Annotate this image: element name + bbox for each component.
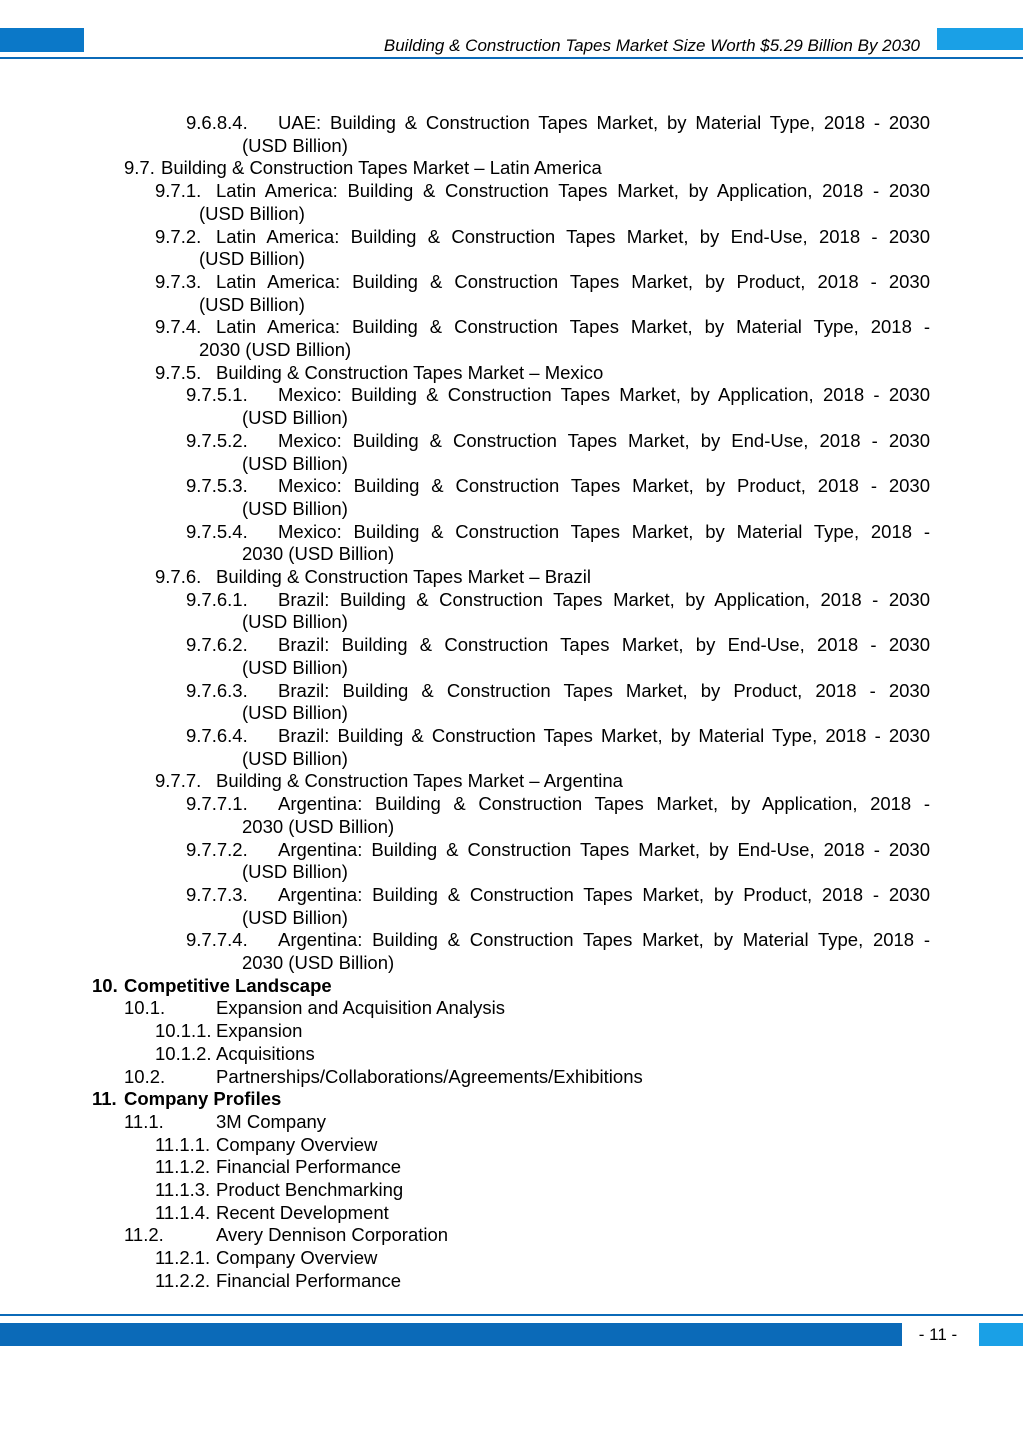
toc-entry-continuation: (USD Billion) <box>242 611 348 633</box>
toc-entry-title: Argentina: Building & Construction Tapes Market, by End-Use, 2018 - 2030 <box>278 838 930 860</box>
toc-entry-number: 10.1. <box>124 997 166 1019</box>
toc-entry <box>0 589 1023 634</box>
toc-entry <box>0 521 1023 566</box>
toc-entry-title: Partnerships/Collaborations/Agreements/Exhibitions <box>216 1065 643 1087</box>
toc-entry <box>0 112 1023 157</box>
toc-entry-title: Product Benchmarking <box>216 1179 404 1201</box>
toc-entry-title: Argentina: Building & Construction Tapes Market, by Product, 2018 - 2030 <box>278 883 930 905</box>
toc-entry <box>0 634 1023 679</box>
toc-entry-title: Expansion <box>216 1020 303 1042</box>
toc-entry-continuation: (USD Billion) <box>199 293 305 315</box>
toc-entry-title: Building & Construction Tapes Market – Latin America <box>161 157 602 179</box>
toc-entry-title: Latin America: Building & Construction Tapes Market, by Product, 2018 - 2030 <box>216 270 930 292</box>
toc-entry-continuation: 2030 (USD Billion) <box>242 952 395 974</box>
toc-entry-number: 9.7.5. <box>155 361 202 383</box>
toc-entry-number: 9.7.1. <box>155 180 202 202</box>
toc-entry-continuation: 2030 (USD Billion) <box>242 815 395 837</box>
toc-entry-title: Financial Performance <box>216 1156 402 1178</box>
toc-entry-title: Building & Construction Tapes Market – Mexico <box>216 361 604 383</box>
toc-entry-continuation: (USD Billion) <box>242 407 348 429</box>
toc-entry-continuation: 2030 (USD Billion) <box>199 339 352 361</box>
toc-entry-title: Mexico: Building & Construction Tapes Market, by Product, 2018 - 2030 <box>278 475 930 497</box>
toc-entry-title: Brazil: Building & Construction Tapes Market, by Material Type, 2018 - 2030 <box>278 724 930 746</box>
toc-entry-title: Company Overview <box>216 1133 378 1155</box>
toc-entry-title: Competitive Landscape <box>124 974 332 996</box>
toc-entry-continuation: (USD Billion) <box>242 861 348 883</box>
page-number: - 11 - <box>918 1325 958 1344</box>
toc-entry-continuation: (USD Billion) <box>199 202 305 224</box>
toc-entry-title: Latin America: Building & Construction Tapes Market, by Material Type, 2018 - <box>216 316 930 338</box>
toc-entry-title: Argentina: Building & Construction Tapes Market, by Material Type, 2018 - <box>278 929 930 951</box>
toc-entry-number: 10.2. <box>124 1065 166 1087</box>
toc-entry-title: UAE: Building & Construction Tapes Market, by Material Type, 2018 - 2030 <box>278 112 930 133</box>
toc-entry-number: 11.1. <box>124 1110 164 1132</box>
toc-entry <box>0 430 1023 475</box>
toc-entry-number: 9.7.6.1. <box>186 588 248 610</box>
toc-entry <box>0 1111 1023 1134</box>
toc-entry-number: 9.7.7.4. <box>186 929 248 951</box>
toc-entry <box>0 1088 1023 1111</box>
header-title: Building & Construction Tapes Market Size Worth $5.29 Billion By 2030 <box>383 36 920 55</box>
toc-entry-number: 9.7.5.3. <box>186 475 248 497</box>
toc-entry-number: 10. <box>92 974 118 996</box>
toc-entry-number: 9.7. <box>124 157 155 179</box>
toc-entry-title: Brazil: Building & Construction Tapes Market, by Product, 2018 - 2030 <box>278 679 930 701</box>
toc-entry <box>0 1179 1023 1202</box>
toc-entry <box>0 271 1023 316</box>
toc-entry-number: 9.7.5.1. <box>186 384 248 406</box>
toc-entry-title: Financial Performance <box>216 1269 402 1291</box>
toc-entry <box>0 384 1023 429</box>
toc-entry-title: 3M Company <box>216 1110 327 1132</box>
toc-entry-title: Acquisitions <box>216 1042 315 1064</box>
toc-entry-number: 9.7.2. <box>155 225 202 247</box>
toc-entry-number: 9.6.8.4. <box>186 112 248 133</box>
toc-entry-continuation: (USD Billion) <box>242 656 348 678</box>
toc-entry-title: Latin America: Building & Construction Tapes Market, by End-Use, 2018 - 2030 <box>216 225 930 247</box>
toc-entry-number: 9.7.5.2. <box>186 429 248 451</box>
toc-entry <box>0 793 1023 838</box>
toc-entry-continuation: (USD Billion) <box>242 747 348 769</box>
toc-entry-number: 11.2. <box>124 1224 164 1246</box>
toc-entry-continuation: (USD Billion) <box>242 497 348 519</box>
toc-entry-continuation: (USD Billion) <box>199 248 305 270</box>
toc-entry-number: 10.1.1. <box>155 1020 212 1042</box>
toc-entry-continuation: (USD Billion) <box>242 134 348 156</box>
toc-entry <box>0 839 1023 884</box>
toc-entry <box>0 180 1023 225</box>
table-of-contents <box>0 112 1023 1293</box>
toc-entry-title: Brazil: Building & Construction Tapes Market, by Application, 2018 - 2030 <box>278 588 930 610</box>
toc-entry <box>0 1134 1023 1157</box>
toc-entry-number: 9.7.7.1. <box>186 793 248 815</box>
toc-entry <box>0 1202 1023 1225</box>
toc-entry <box>0 770 1023 793</box>
toc-entry-continuation: (USD Billion) <box>242 702 348 724</box>
toc-entry-number: 9.7.7.3. <box>186 883 248 905</box>
toc-entry-title: Company Profiles <box>124 1088 282 1110</box>
toc-entry <box>0 997 1023 1020</box>
toc-entry-title: Avery Dennison Corporation <box>216 1224 449 1246</box>
toc-entry-title: Expansion and Acquisition Analysis <box>216 997 505 1019</box>
toc-entry-title: Building & Construction Tapes Market – Argentina <box>216 770 623 792</box>
toc-entry-number: 11.1.4. <box>155 1201 211 1223</box>
toc-entry <box>0 1043 1023 1066</box>
toc-entry <box>0 1224 1023 1247</box>
toc-entry <box>0 725 1023 770</box>
toc-entry <box>0 680 1023 725</box>
toc-entry-title: Mexico: Building & Construction Tapes Market, by Application, 2018 - 2030 <box>278 384 930 406</box>
toc-entry <box>0 975 1023 998</box>
toc-entry <box>0 316 1023 361</box>
header-accent-block-right <box>937 28 1023 50</box>
toc-entry-number: 9.7.6.4. <box>186 724 248 746</box>
toc-entry-number: 9.7.3. <box>155 270 202 292</box>
toc-entry-number: 11.2.2. <box>155 1269 211 1291</box>
toc-entry <box>0 1156 1023 1179</box>
toc-entry <box>0 157 1023 180</box>
toc-entry-title: Brazil: Building & Construction Tapes Market, by End-Use, 2018 - 2030 <box>278 634 930 656</box>
toc-entry-number: 9.7.5.4. <box>186 520 248 542</box>
toc-entry-number: 9.7.6. <box>155 566 202 588</box>
toc-entry-title: Argentina: Building & Construction Tapes Market, by Application, 2018 - <box>278 793 930 815</box>
toc-entry-number: 9.7.4. <box>155 316 202 338</box>
toc-entry-continuation: (USD Billion) <box>242 906 348 928</box>
toc-entry-number: 11. <box>92 1088 117 1110</box>
toc-entry-title: Mexico: Building & Construction Tapes Market, by End-Use, 2018 - 2030 <box>278 429 930 451</box>
toc-entry-number: 11.1.2. <box>155 1156 211 1178</box>
toc-entry-number: 11.1.3. <box>155 1179 211 1201</box>
toc-entry-number: 11.2.1. <box>155 1247 211 1269</box>
footer-bar <box>0 1323 902 1346</box>
toc-entry-title: Recent Development <box>216 1201 389 1223</box>
toc-entry-title: Company Overview <box>216 1247 378 1269</box>
header-accent-block-left <box>0 28 84 52</box>
toc-entry <box>0 1247 1023 1270</box>
toc-entry-number: 9.7.7.2. <box>186 838 248 860</box>
toc-entry <box>0 226 1023 271</box>
toc-entry <box>0 884 1023 929</box>
toc-entry-number: 11.1.1. <box>155 1133 211 1155</box>
toc-entry <box>0 1020 1023 1043</box>
header-divider <box>0 57 1023 59</box>
toc-entry <box>0 1270 1023 1293</box>
toc-entry <box>0 566 1023 589</box>
toc-entry <box>0 929 1023 974</box>
toc-entry-continuation: (USD Billion) <box>242 452 348 474</box>
toc-entry-continuation: 2030 (USD Billion) <box>242 543 395 565</box>
toc-entry-title: Building & Construction Tapes Market – Brazil <box>216 566 591 588</box>
toc-entry-number: 9.7.6.3. <box>186 679 248 701</box>
toc-entry <box>0 475 1023 520</box>
toc-entry-number: 10.1.2. <box>155 1042 212 1064</box>
toc-entry-number: 9.7.6.2. <box>186 634 248 656</box>
toc-entry <box>0 1066 1023 1089</box>
footer-divider <box>0 1314 1023 1316</box>
toc-entry-number: 9.7.7. <box>155 770 202 792</box>
toc-entry-title: Mexico: Building & Construction Tapes Market, by Material Type, 2018 - <box>278 520 930 542</box>
toc-entry <box>0 362 1023 385</box>
toc-entry-title: Latin America: Building & Construction Tapes Market, by Application, 2018 - 2030 <box>216 180 930 202</box>
footer-accent-block-right <box>979 1323 1023 1346</box>
